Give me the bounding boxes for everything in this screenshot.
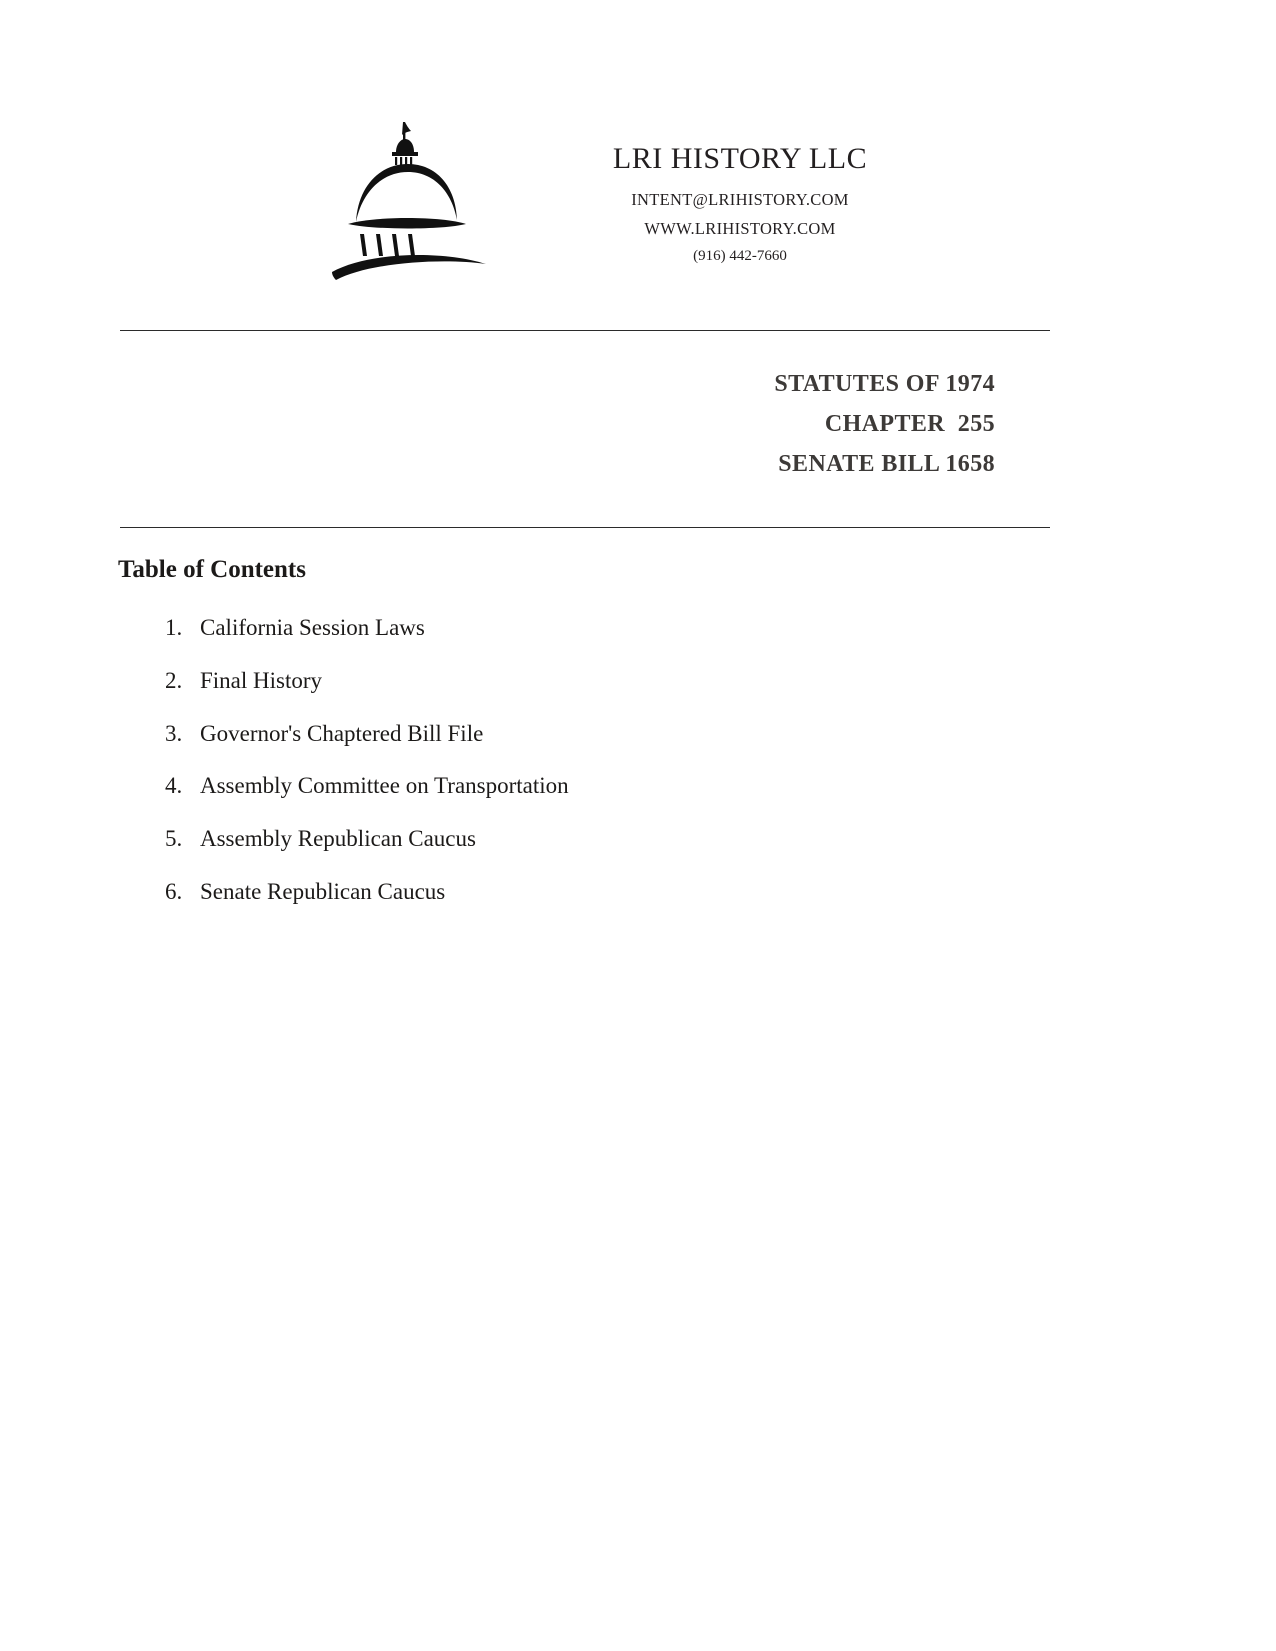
- toc-item-label: California Session Laws: [200, 615, 425, 640]
- toc-item-label: Assembly Committee on Transportation: [200, 773, 569, 799]
- list-item[interactable]: [188, 614, 988, 643]
- toc-item-label: Final History: [200, 667, 323, 693]
- toc-heading: Table of Contents: [118, 556, 306, 583]
- list-item[interactable]: [188, 878, 988, 907]
- statutes-year: STATUTES OF 1974: [774, 371, 995, 397]
- bill-number: SENATE BILL 1658: [778, 451, 995, 478]
- chapter-number: CHAPTER 255: [824, 411, 995, 438]
- list-item[interactable]: [188, 720, 988, 749]
- org-contact-block: [530, 112, 950, 265]
- list-item[interactable]: [188, 772, 988, 801]
- toc-item-label: Governor's Chaptered Bill File: [200, 720, 484, 746]
- org-email: INTENT@LRIHISTORY.COM: [631, 190, 849, 209]
- divider-top: [120, 330, 1050, 331]
- toc-item-label: Senate Republican Caucus: [200, 878, 446, 904]
- capitol-dome-icon: [326, 112, 496, 292]
- org-website: WWW.LRIHISTORY.COM: [644, 219, 836, 238]
- org-phone: (916) 442-7660: [693, 248, 787, 264]
- toc-item-label: Assembly Republican Caucus: [200, 826, 476, 851]
- statute-title-block: [120, 364, 995, 484]
- list-item[interactable]: [188, 825, 988, 854]
- letterhead: [0, 112, 1276, 292]
- toc-list: [140, 614, 988, 931]
- list-item[interactable]: [188, 667, 988, 696]
- divider-bottom: [120, 527, 1050, 528]
- org-name: LRI HISTORY LLC: [612, 142, 868, 175]
